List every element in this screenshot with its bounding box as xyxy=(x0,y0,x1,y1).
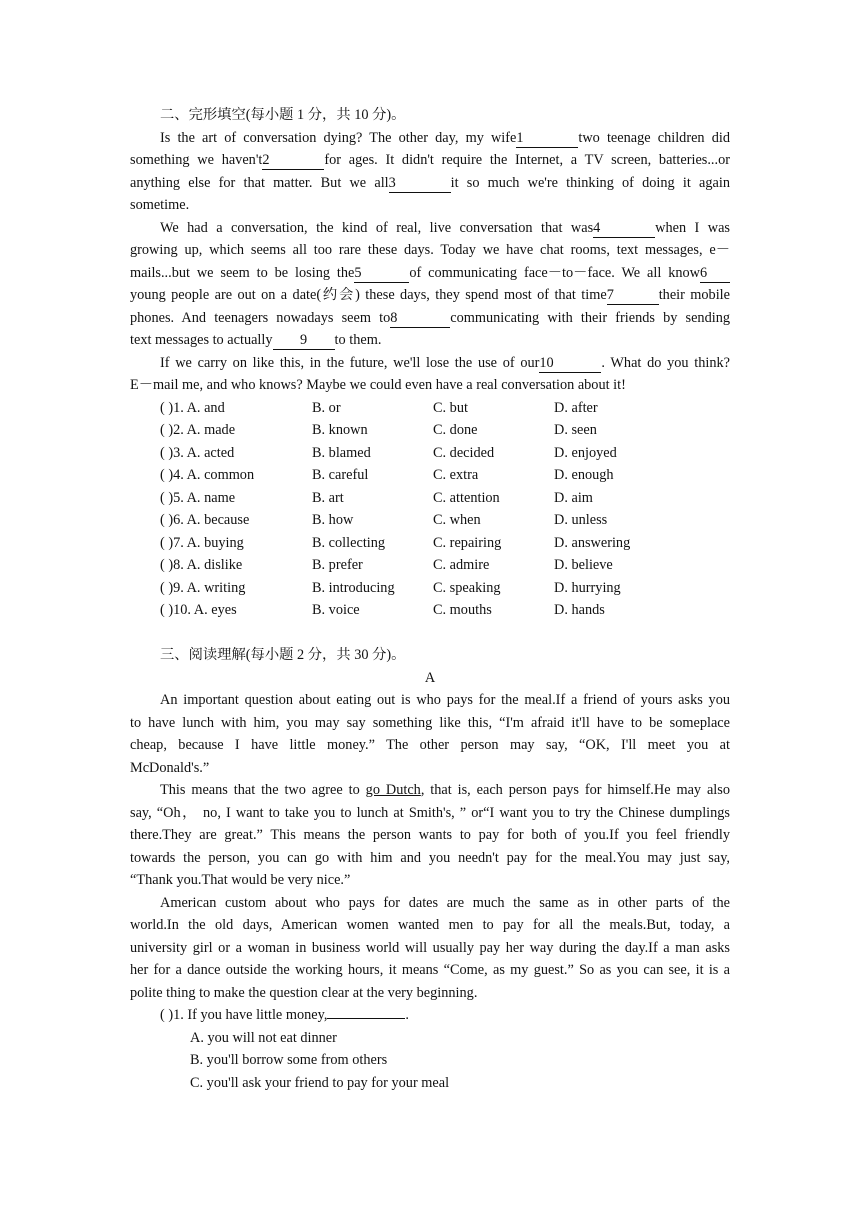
blank-9: 9 xyxy=(273,331,335,350)
blank-7: 7 xyxy=(607,286,659,305)
passage-line: “Thank you.That would be very nice.” xyxy=(130,872,351,888)
cloze-line: Is the art of conversation dying? The other day, my wife1 two teenage children did xyxy=(160,129,730,146)
option-row: ( )9. A. writing B. introducing C. speaking D. hurrying xyxy=(160,579,621,596)
section-spacer xyxy=(130,622,730,645)
passage-line: polite thing to make the question clear at the very beginning. xyxy=(130,984,478,1001)
reading-heading: 三、阅读理解(每小题 2 分，共 30 分)。 xyxy=(160,647,406,663)
question-choice: B. you'll borrow some from others xyxy=(190,1052,388,1068)
blank-10: 10 xyxy=(539,354,601,373)
option-row: ( )6. A. because B. how C. when D. unless xyxy=(160,512,608,528)
cloze-line: sometime. xyxy=(130,197,190,213)
blank-6: 6 xyxy=(700,264,730,283)
option-row: ( )10. A. eyes B. voice C. mouths D. hands xyxy=(160,602,605,618)
blank-1: 1 xyxy=(516,129,578,148)
passage-line: to have lunch with him, you may say something like this, “I'm afraid it'll have to be someplace xyxy=(130,714,730,731)
cloze-line: growing up, which seems all too rare these days. Today we have chat rooms, text messages, e－ xyxy=(130,242,730,258)
option-row: ( )1. A. and B. or C. but D. after xyxy=(160,399,598,416)
question-choice: A. you will not eat dinner xyxy=(190,1029,337,1046)
blank-4: 4 xyxy=(593,219,655,238)
option-row: ( )5. A. name B. art C. attention D. aim xyxy=(160,489,593,506)
passage-line: say, “Oh， no, I want to take you to lunch at Smith's, ” or“I want you to try the Chinese dumplings xyxy=(130,804,730,821)
passage-line: her for a dance outside the working hours, it means “Come, as my guest.” So as you can see, it is a xyxy=(130,962,730,978)
blank-5: 5 xyxy=(354,264,409,283)
content-column xyxy=(130,104,730,1094)
cloze-line: something we haven't2 for ages. It didn't require the Internet, a TV screen, batteries...or xyxy=(130,152,730,168)
answer-blank xyxy=(327,1018,405,1019)
passage-line: world.In the old days, American women wanted men to pay for all the meals.But, today, a xyxy=(130,917,730,933)
cloze-line: mails...but we seem to be losing the5 of communicating face－to－face. We all know6 xyxy=(130,262,730,285)
passage-line: university girl or a woman in business world will usually pay her way during the day.If a man asks xyxy=(130,939,730,956)
option-row: ( )8. A. dislike B. prefer C. admire D. believe xyxy=(160,557,613,573)
underlined-phrase: go Dutch xyxy=(365,782,421,798)
cloze-heading: 二、完形填空(每小题 1 分，共 10 分)。 xyxy=(160,107,406,123)
cloze-line: If we carry on like this, in the future, we'll lose the use of our10 . What do you think? xyxy=(160,354,730,371)
cloze-options xyxy=(130,397,730,622)
question-stem: ( )1. If you have little money, . xyxy=(160,1007,409,1023)
option-row: ( )7. A. buying B. collecting C. repairing D. answering xyxy=(160,534,631,551)
question-choice: C. you'll ask your friend to pay for your meal xyxy=(190,1074,450,1091)
passage-line: cheap, because I have little money.” The other person may say, “OK, I'll meet you at xyxy=(130,737,730,753)
option-row: ( )3. A. acted B. blamed C. decided D. enjoyed xyxy=(160,444,617,461)
passage-line: McDonald's.” xyxy=(130,759,210,776)
cloze-line: text messages to actually 9 to them. xyxy=(130,332,382,348)
cloze-line: anything else for that matter. But we all3 it so much we're thinking of doing it again xyxy=(130,174,730,191)
option-row: ( )4. A. common B. careful C. extra D. enough xyxy=(160,467,614,483)
cloze-line: young people are out on a date(约会) these days, they spend most of that time7 their mobile xyxy=(130,287,730,303)
passage-line: there.They are great.” This means the person wants to pay for both of you.If you feel friendly xyxy=(130,827,730,843)
cloze-line: phones. And teenagers nowadays seem to8 communicating with their friends by sending xyxy=(130,309,730,326)
cloze-line: We had a conversation, the kind of real, live conversation that was4 when I was xyxy=(160,219,730,236)
passage-line: towards the person, you can go with him and you needn't pay for the meal.You may just say, xyxy=(130,849,730,866)
blank-8: 8 xyxy=(390,309,450,328)
passage-line: This means that the two agree to go Dutch, that is, each person pays for himself.He may also xyxy=(160,782,730,798)
blank-2: 2 xyxy=(262,151,324,170)
option-row: ( )2. A. made B. known C. done D. seen xyxy=(160,422,597,438)
passage-line: American custom about who pays for dates are much the same as in other parts of the xyxy=(160,894,730,911)
passage-label: A xyxy=(424,669,436,686)
blank-3: 3 xyxy=(389,174,451,193)
passage-line: An important question about eating out is who pays for the meal.If a friend of yours asks you xyxy=(160,692,730,708)
cloze-line: E－mail me, and who knows? Maybe we could even have a real conversation about it! xyxy=(130,377,626,393)
